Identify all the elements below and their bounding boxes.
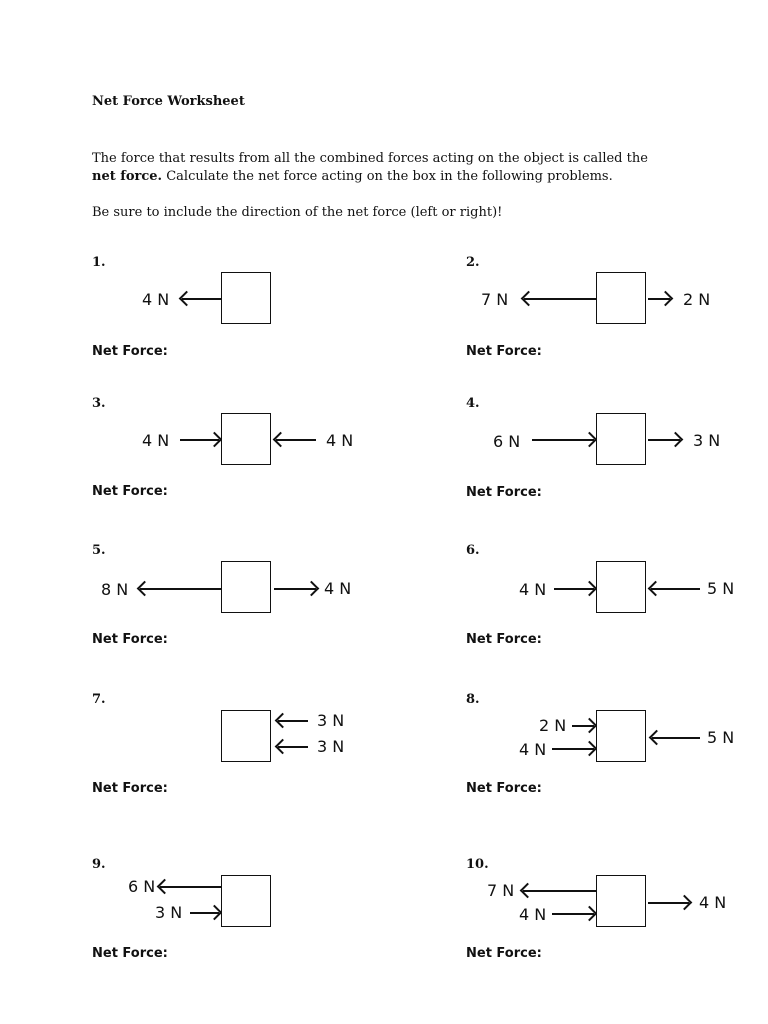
right-arrow-icon (648, 292, 672, 306)
right-arrow-icon (648, 896, 691, 910)
force-label: 7 N (487, 881, 515, 900)
force-label: 3 N (317, 711, 345, 730)
problem-number: 10. (466, 857, 489, 872)
right-arrow-icon (274, 582, 318, 596)
box (221, 710, 271, 762)
direction-note: Be sure to include the direction of the net force (left or right)! (92, 205, 503, 220)
right-arrow-icon (552, 742, 596, 756)
force-label: 5 N (707, 728, 735, 747)
problem-number: 9. (92, 857, 106, 872)
box (596, 561, 646, 613)
right-arrow-icon (554, 582, 596, 596)
problem-number: 1. (92, 255, 106, 270)
force-label: 7 N (481, 290, 509, 309)
box (596, 272, 646, 324)
box (596, 413, 646, 465)
force-label: 4 N (142, 431, 170, 450)
problem-number: 3. (92, 396, 106, 411)
force-label: 3 N (155, 903, 183, 922)
problem-number: 4. (466, 396, 480, 411)
worksheet-title: Net Force Worksheet (92, 94, 245, 109)
problem-number: 2. (466, 255, 480, 270)
force-label: 4 N (699, 893, 727, 912)
force-label: 8 N (101, 580, 129, 599)
net-force-label: Net Force: (466, 946, 542, 961)
left-arrow-icon (522, 292, 596, 306)
net-force-label: Net Force: (466, 781, 542, 796)
right-arrow-icon (532, 433, 596, 447)
net-force-label: Net Force: (92, 632, 168, 647)
net-force-label: Net Force: (466, 344, 542, 359)
net-force-label: Net Force: (92, 946, 168, 961)
left-arrow-icon (650, 731, 700, 745)
left-arrow-icon (274, 433, 316, 447)
force-label: 6 N (493, 432, 521, 451)
box (221, 413, 271, 465)
right-arrow-icon (180, 433, 221, 447)
right-arrow-icon (190, 906, 221, 920)
box (596, 875, 646, 927)
left-arrow-icon (276, 740, 308, 754)
intro-paragraph (92, 150, 672, 186)
problem-number: 5. (92, 543, 106, 558)
intro-term: net force. (92, 169, 163, 184)
force-label: 4 N (324, 579, 352, 598)
force-label: 4 N (142, 290, 170, 309)
right-arrow-icon (648, 433, 682, 447)
intro-text-1: The force that results from all the combined forces acting on the object is called the (92, 151, 648, 166)
problem-number: 6. (466, 543, 480, 558)
net-force-label: Net Force: (466, 485, 542, 500)
box (596, 710, 646, 762)
net-force-label: Net Force: (92, 781, 168, 796)
force-label: 6 N (128, 877, 156, 896)
force-label: 4 N (326, 431, 354, 450)
force-label: 4 N (519, 740, 547, 759)
net-force-label: Net Force: (92, 344, 168, 359)
left-arrow-icon (158, 880, 221, 894)
force-label: 3 N (693, 431, 721, 450)
force-label: 2 N (683, 290, 711, 309)
right-arrow-icon (572, 719, 596, 733)
right-arrow-icon (552, 907, 596, 921)
left-arrow-icon (180, 292, 221, 306)
problem-number: 7. (92, 692, 106, 707)
left-arrow-icon (649, 582, 700, 596)
force-label: 2 N (539, 716, 567, 735)
box (221, 875, 271, 927)
box (221, 272, 271, 324)
net-force-label: Net Force: (92, 484, 168, 499)
left-arrow-icon (276, 714, 308, 728)
box (221, 561, 271, 613)
force-label: 3 N (317, 737, 345, 756)
force-label: 4 N (519, 905, 547, 924)
left-arrow-icon (138, 582, 221, 596)
problem-number: 8. (466, 692, 480, 707)
force-label: 4 N (519, 580, 547, 599)
force-label: 5 N (707, 579, 735, 598)
left-arrow-icon (521, 884, 596, 898)
intro-text-2: Calculate the net force acting on the box in the following problems. (162, 169, 613, 184)
net-force-label: Net Force: (466, 632, 542, 647)
